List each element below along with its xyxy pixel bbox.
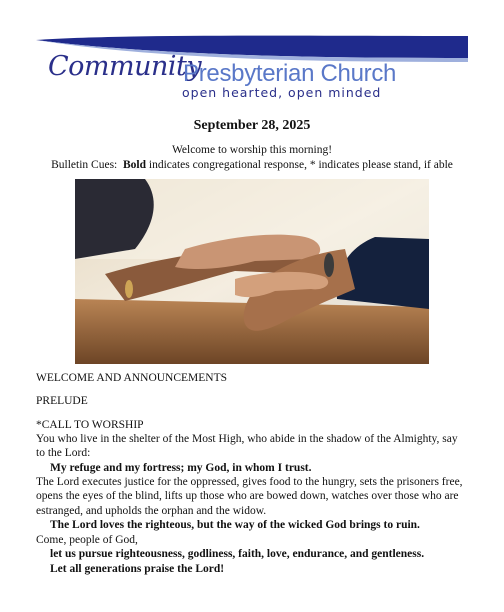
service-date: September 28, 2025 [193,118,311,133]
cues-prefix: Bulletin Cues: [51,159,118,171]
section-call-to-worship: *CALL TO WORSHIP [36,419,144,431]
cues-bold-word: Bold [122,159,146,171]
response-line-1: My refuge and my fortress; my God, in whom I trust. [50,462,312,474]
bulletin-cues [0,158,504,172]
section-prelude: PRELUDE [36,395,88,407]
cues-rest: indicates congregational response, * indicates please stand, if able [148,159,453,171]
leader-line-1: You who live in the shelter of the Most High, who abide in the shadow of the Almighty, say to the Lord: [36,433,458,460]
response-line-3: let us pursue righteousness, godliness, faith, love, endurance, and gentleness. [50,548,425,560]
logo-community: Community [48,51,202,82]
leader-line-3: Come, people of God, [36,534,138,546]
logo-tagline: open hearted, open minded [182,85,382,100]
section-welcome-announcements: WELCOME AND ANNOUNCEMENTS [36,372,228,384]
hands-holding-photo [75,179,429,364]
response-line-4: Let all generations praise the Lord! [50,563,225,575]
logo-presbyterian-church: Presbyterian Church [183,60,397,87]
response-line-2: The Lord loves the righteous, but the way of the wicked God brings to ruin. [50,519,420,531]
leader-line-2: The Lord executes justice for the oppressed, gives food to the hungry, sets the prisoners free, opens the eyes of the blind, lifts up those who are bowed down, watches over those who are estranged, and upholds the orphan and the widow. [36,476,463,517]
welcome-line: Welcome to worship this morning! [171,144,333,156]
